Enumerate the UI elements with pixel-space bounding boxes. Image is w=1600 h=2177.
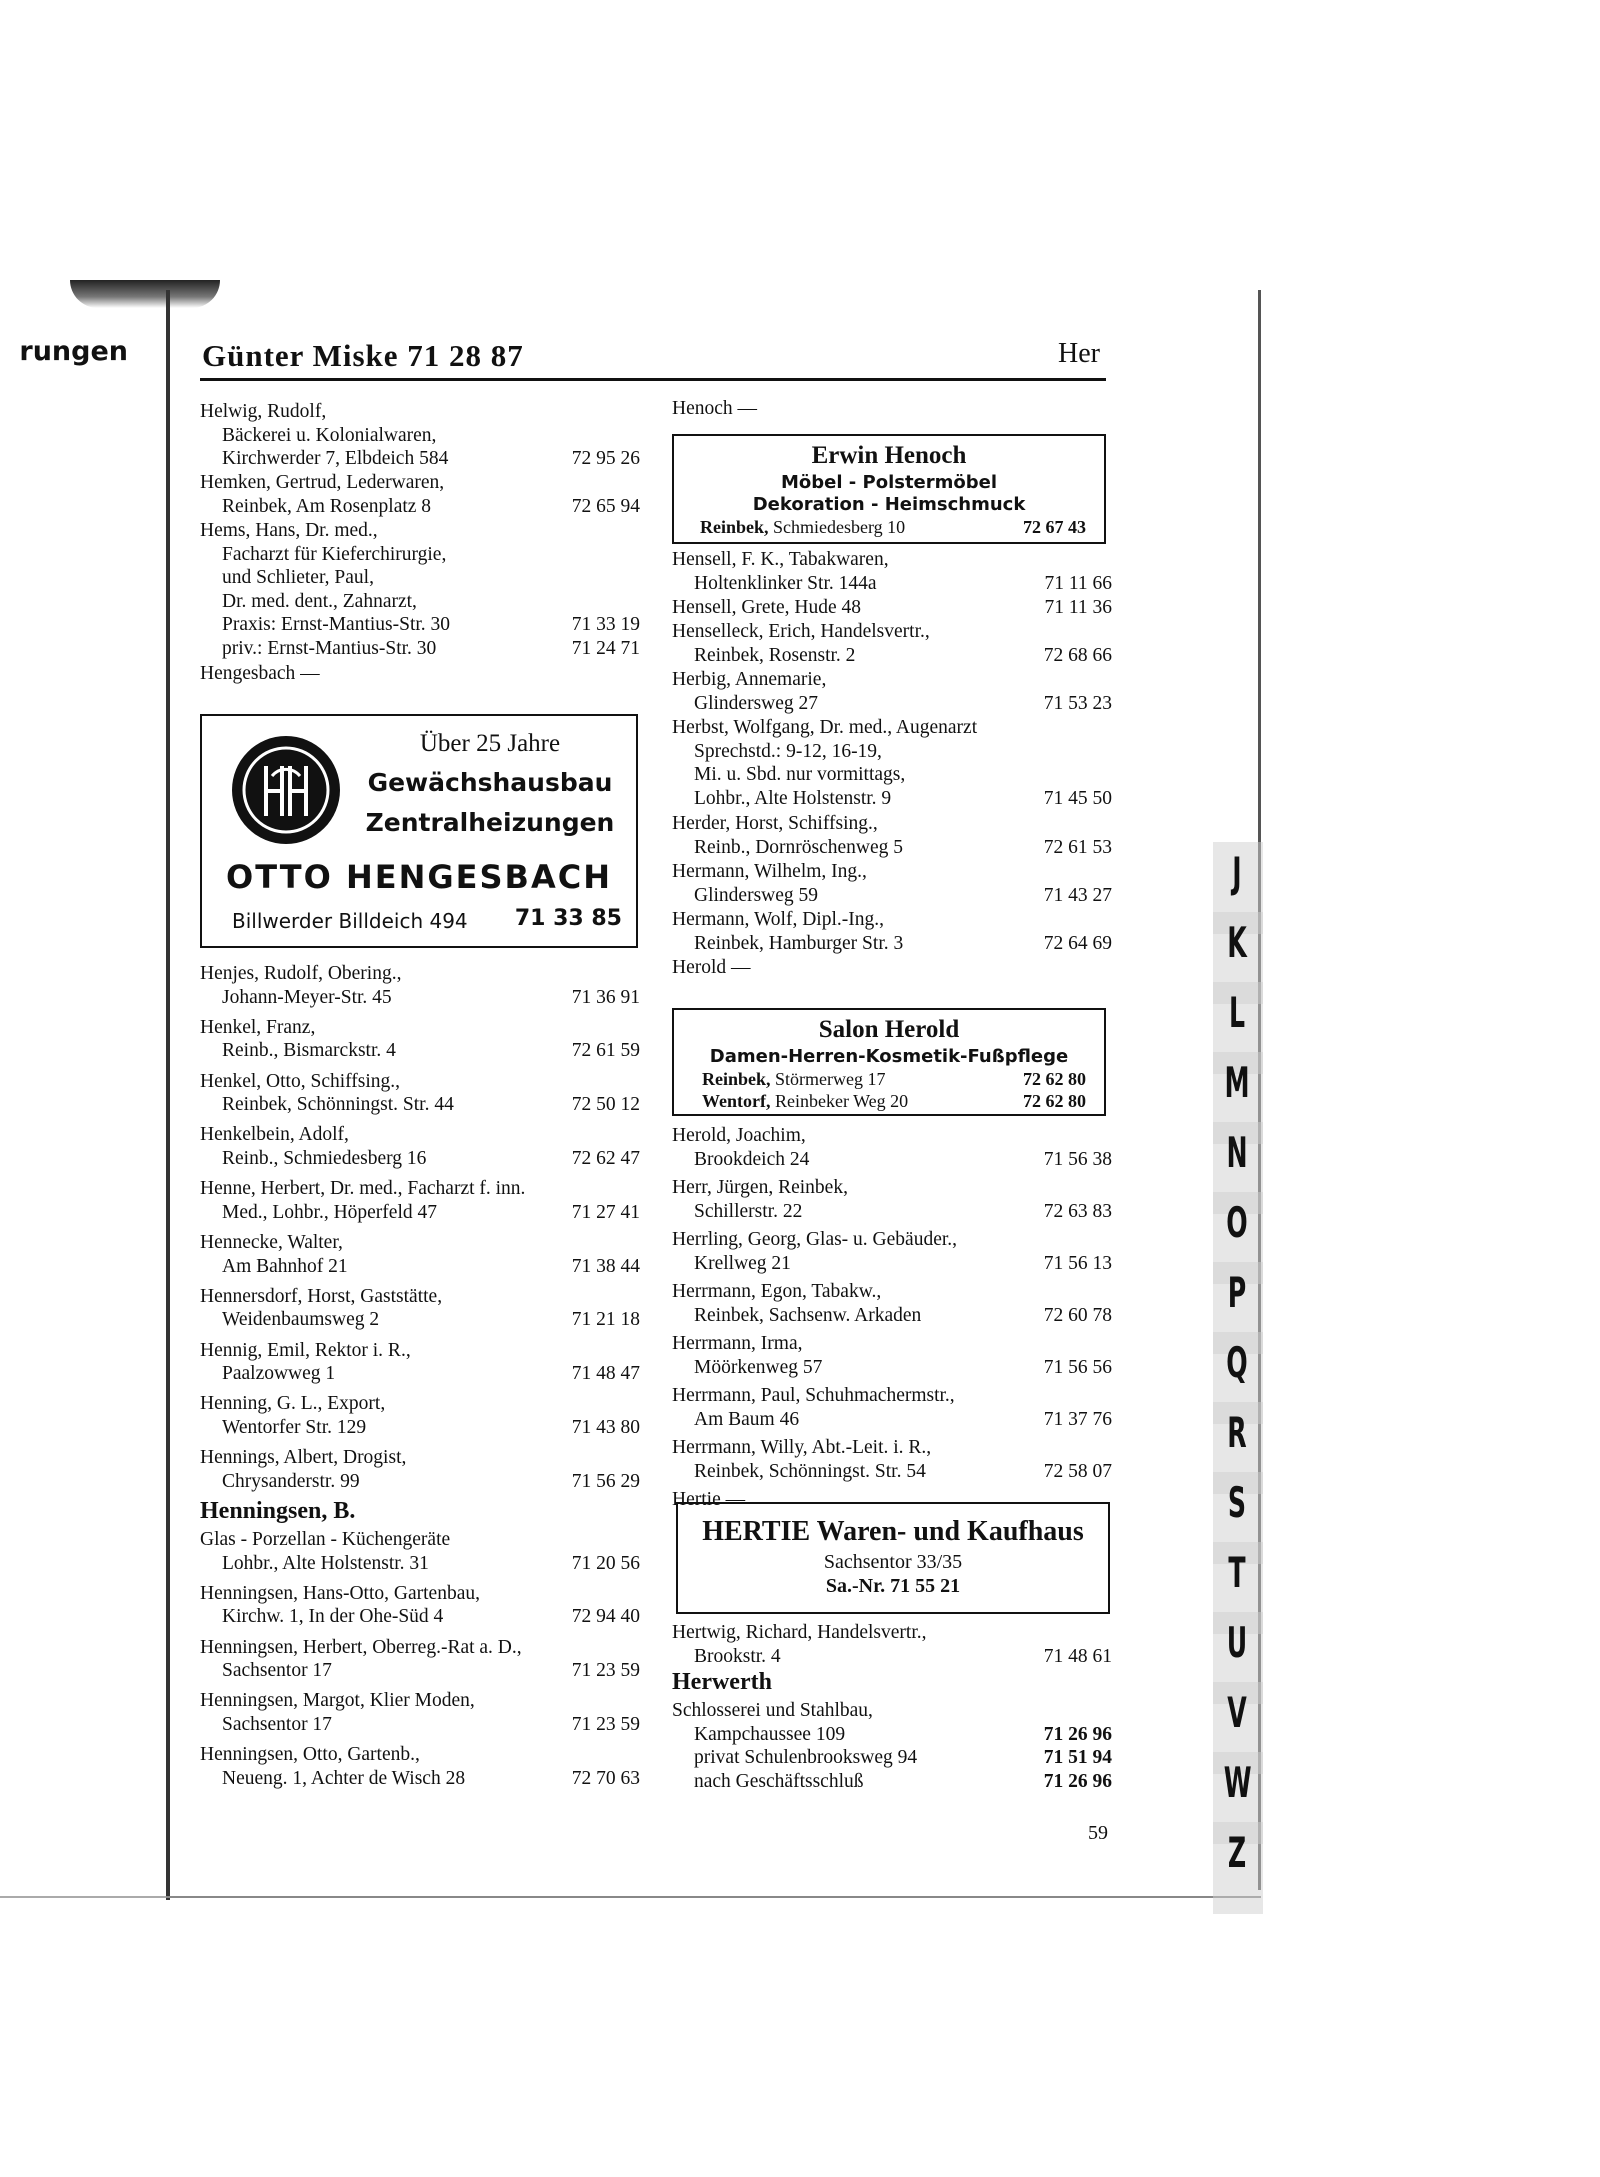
entry-text: Reinbek, Schönningst. Str. 44 (222, 1094, 454, 1116)
entry-phone: 71 56 29 (571, 1470, 640, 1492)
thumb-tab-j[interactable]: J (1232, 848, 1242, 897)
entry-text: Henning, G. L., Export, (200, 1393, 386, 1415)
entry-line (200, 471, 640, 495)
entry-line (200, 566, 640, 590)
directory-entry (200, 1582, 640, 1629)
entry-text: Dr. med. dent., Zahnarzt, (222, 590, 417, 612)
directory-entry (672, 908, 1112, 955)
entry-line (200, 1552, 640, 1576)
entry-line (200, 1713, 640, 1737)
ad-hertie (676, 1502, 1110, 1614)
entry-text: Reinbek, Rosenstr. 2 (694, 644, 856, 666)
entry-text: Johann-Meyer-Str. 45 (222, 986, 392, 1008)
entry-phone: 71 24 71 (571, 637, 640, 659)
gutter-shadow (70, 280, 220, 308)
entry-line (200, 1177, 640, 1201)
directory-entry (672, 812, 1112, 859)
entry-line (672, 1699, 1112, 1723)
entry-line (672, 932, 1112, 956)
directory-entry (672, 1621, 1112, 1668)
entry-text: Med., Lohbr., Höperfeld 47 (222, 1201, 437, 1223)
thumb-index (1205, 842, 1265, 1894)
entry-line (200, 543, 640, 567)
entry-phone: 72 50 12 (571, 1094, 640, 1116)
entry-text: Facharzt für Kieferchirurgie, (222, 543, 447, 565)
entry-line (672, 1356, 1112, 1380)
entry-text: Herold, Joachim, (672, 1125, 806, 1146)
entry-text: nach Geschäftsschluß (694, 1770, 864, 1792)
entry-phone: 72 61 59 (571, 1040, 640, 1062)
directory-entry (200, 1231, 640, 1278)
entry-line (672, 1124, 1112, 1148)
entry-line (672, 787, 1112, 811)
entry-line (672, 620, 1112, 644)
entry-text: Henningsen, Hans-Otto, Gartenbau, (200, 1582, 480, 1604)
entry-line (672, 1645, 1112, 1669)
entry-text: Herbig, Annemarie, (672, 669, 827, 690)
directory-entry (200, 1123, 640, 1170)
ad-herold-row-wentorf (674, 1090, 1104, 1112)
entry-phone: 71 26 96 (1043, 1723, 1112, 1745)
henoch-label: Henoch — (672, 398, 758, 419)
page-header-range: Her (1058, 338, 1100, 369)
directory-entry (200, 1392, 640, 1439)
entry-phone: 71 48 61 (1043, 1645, 1112, 1667)
entry-phone: 72 65 94 (571, 495, 640, 517)
entry-phone: 71 45 50 (1043, 787, 1112, 809)
entry-line (672, 668, 1112, 692)
entry-phone: 71 53 23 (1043, 692, 1112, 714)
entry-text: Henkel, Franz, (200, 1016, 316, 1038)
entry-line (672, 884, 1112, 908)
page-bottom-edge (166, 1896, 1261, 1898)
thumb-tab-q[interactable]: Q (1226, 1338, 1248, 1387)
entry-line (672, 1148, 1112, 1172)
directory-entry (200, 519, 640, 660)
entry-text: Helwig, Rudolf, (200, 401, 327, 422)
ad-henoch (672, 434, 1106, 544)
thumb-tab-v[interactable]: V (1227, 1688, 1247, 1737)
entry-text: Henkel, Otto, Schiffsing., (200, 1070, 401, 1092)
directory-entry (672, 1332, 1112, 1379)
entry-text: Herold — (672, 957, 751, 978)
entry-line (672, 692, 1112, 716)
ad-herold-town-2: Wentorf, (702, 1091, 771, 1111)
entry-phone: 71 23 59 (571, 1713, 640, 1735)
entry-line (672, 1770, 1112, 1794)
directory-entry (200, 1743, 640, 1790)
entry-text: Henningsen, Margot, Klier Moden, (200, 1690, 475, 1712)
entry-text: Sachsentor 17 (222, 1660, 332, 1682)
entry-phone: 72 95 26 (571, 448, 640, 469)
entry-text: Praxis: Ernst-Mantius-Str. 30 (222, 614, 451, 635)
directory-entry (200, 1070, 640, 1117)
entry-line (672, 812, 1112, 836)
entry-text: Krellweg 21 (694, 1252, 791, 1274)
entry-text: Henkelbein, Adolf, (200, 1124, 349, 1146)
entry-line (200, 424, 640, 448)
ad-hertie-address: Sachsentor 33/35 (823, 1551, 963, 1573)
entry-line (200, 400, 640, 424)
directory-entry (672, 1280, 1112, 1327)
ad-herold-street-2: Reinbeker Weg 20 (774, 1091, 909, 1111)
entry-line (200, 1636, 640, 1660)
entry-line (200, 1201, 640, 1225)
directory-entry (200, 1016, 640, 1063)
ad-hengesbach-address: Billwerder Billdeich 494 (232, 909, 468, 933)
entry-phone: 71 33 19 (571, 614, 640, 635)
entry-phone: 71 21 18 (571, 1309, 640, 1331)
directory-entry (672, 1671, 1112, 1793)
entry-line (672, 1332, 1112, 1356)
entry-text: Möörkenweg 57 (694, 1356, 823, 1378)
entry-phone: 72 61 53 (1043, 836, 1112, 858)
directory-entry (672, 1436, 1112, 1483)
ad-henoch-street: Schmiedesberg 10 (773, 517, 906, 537)
entry-text: Henjes, Rudolf, Obering., (200, 963, 402, 984)
ad-hengesbach-service-2: Zentralheizungen (365, 808, 615, 837)
header-rule (200, 378, 1106, 381)
entry-line (200, 1605, 640, 1629)
entry-line (200, 1470, 640, 1494)
entry-line (200, 519, 640, 543)
entry-line (672, 1228, 1112, 1252)
thumb-tab-w[interactable]: W (1223, 1758, 1252, 1807)
entry-line (200, 986, 640, 1010)
ad-herold-row-reinbek (674, 1068, 1104, 1090)
thumb-tab-r[interactable]: R (1227, 1408, 1247, 1457)
entry-phone: 71 48 47 (571, 1363, 640, 1385)
entry-text: Herrling, Georg, Glas- u. Gebäuder., (672, 1229, 958, 1250)
entry-line (672, 956, 1112, 980)
entry-phone: 71 56 56 (1043, 1356, 1112, 1378)
entry-line (200, 962, 640, 986)
entry-text: Reinbek, Schönningst. Str. 54 (694, 1460, 926, 1482)
ad-herold-phone-2: 72 62 80 (1023, 1091, 1086, 1111)
directory-entry (672, 716, 1112, 810)
entry-line (672, 763, 1112, 787)
directory-entry (200, 1177, 640, 1224)
gutter-line (166, 290, 170, 1900)
entry-text: Hensell, Grete, Hude 48 (672, 597, 861, 618)
entry-text: Herbst, Wolfgang, Dr. med., Augenarzt (672, 717, 978, 738)
entry-line (200, 1767, 640, 1791)
entry-text: Hennig, Emil, Rektor i. R., (200, 1339, 411, 1361)
entry-line (200, 637, 640, 661)
entry-phone: 72 70 63 (571, 1767, 640, 1789)
entry-text: Hermann, Wolf, Dipl.-Ing., (672, 909, 884, 930)
entry-line (672, 1384, 1112, 1408)
entry-line (200, 1689, 640, 1713)
entry-phone: 71 37 76 (1043, 1408, 1112, 1430)
entry-text: Schlosserei und Stahlbau, (672, 1700, 873, 1721)
thumb-tab-m[interactable]: M (1224, 1058, 1250, 1107)
entry-text: Hems, Hans, Dr. med., (200, 520, 378, 541)
entry-text: Brookdeich 24 (694, 1148, 810, 1170)
entry-text: Hennings, Albert, Drogist, (200, 1447, 407, 1469)
entry-line (200, 1582, 640, 1606)
page-number: 59 (1088, 1822, 1108, 1844)
hengesbach-logo (232, 736, 340, 844)
ad-hertie-phone: Sa.-Nr. 71 55 21 (825, 1575, 961, 1597)
entry-text: privat Schulenbrooksweg 94 (694, 1747, 918, 1768)
ad-herold-town-1: Reinbek, (702, 1069, 771, 1089)
entry-phone: 71 23 59 (571, 1660, 640, 1682)
entry-text: Mi. u. Sbd. nur vormittags, (694, 764, 906, 785)
entry-phone: 72 64 69 (1043, 932, 1112, 954)
directory-entry (200, 1285, 640, 1332)
entry-text: Chrysanderstr. 99 (222, 1470, 360, 1492)
entry-text: Reinbek, Sachsenw. Arkaden (694, 1304, 922, 1326)
entry-text: Reinbek, Hamburger Str. 3 (694, 932, 904, 954)
entry-line (672, 1280, 1112, 1304)
entry-text: Lohbr., Alte Holstenstr. 9 (694, 787, 892, 809)
entry-text: Herrmann, Paul, Schuhmachermstr., (672, 1385, 955, 1406)
entry-line (200, 1416, 640, 1440)
entry-line (672, 1176, 1112, 1200)
entry-text: Schillerstr. 22 (694, 1200, 803, 1222)
entry-text: Hensell, F. K., Tabakwaren, (672, 549, 889, 570)
entry-line (672, 1408, 1112, 1432)
thumb-tab-n[interactable]: N (1226, 1128, 1248, 1177)
entry-phone: 71 20 56 (571, 1552, 640, 1574)
entry-text: Henningsen, Herbert, Oberreg.-Rat a. D., (200, 1636, 522, 1658)
entry-line (200, 447, 640, 471)
entry-text: Herr, Jürgen, Reinbek, (672, 1177, 848, 1198)
entry-text: Sachsentor 17 (222, 1713, 332, 1735)
thumb-tab-u[interactable]: U (1226, 1618, 1248, 1667)
entry-line (200, 1039, 640, 1063)
entry-text: Kirchwerder 7, Elbdeich 584 (222, 448, 449, 469)
entry-text: Hermann, Wilhelm, Ing., (672, 861, 867, 882)
thumb-tab-k[interactable]: K (1227, 918, 1247, 967)
entry-text: Reinb., Bismarckstr. 4 (222, 1040, 396, 1062)
ad-herold (672, 1008, 1106, 1116)
ad-hengesbach-years: Über 25 Jahre (419, 730, 561, 757)
entry-text: Am Baum 46 (694, 1408, 800, 1430)
entry-text: Henningsen, Otto, Gartenb., (200, 1744, 420, 1766)
entry-line (672, 1746, 1112, 1770)
ad-hengesbach (200, 714, 638, 948)
thumb-tab-t[interactable]: T (1228, 1548, 1246, 1597)
entry-text: Herrmann, Willy, Abt.-Leit. i. R., (672, 1437, 932, 1458)
entry-phone: 72 68 66 (1043, 644, 1112, 666)
ad-hengesbach-service-1: Gewächshausbau (367, 768, 613, 797)
entry-text: Hengesbach — (200, 662, 320, 684)
entry-text: Hertie — (672, 1489, 746, 1510)
ad-herold-street-1: Störmerweg 17 (775, 1069, 886, 1089)
directory-entry (200, 962, 640, 1009)
entry-text: Am Bahnhof 21 (222, 1255, 348, 1277)
ad-herold-phone-1: 72 62 80 (1023, 1069, 1086, 1089)
entry-line (200, 613, 640, 637)
entry-text: Hennecke, Walter, (200, 1232, 343, 1253)
directory-entry (200, 1339, 640, 1386)
entry-text: Neueng. 1, Achter de Wisch 28 (222, 1767, 466, 1789)
thumb-tab-p[interactable]: P (1227, 1268, 1247, 1317)
directory-entry (200, 1500, 640, 1575)
entry-heading: Herwerth (672, 1669, 772, 1695)
entry-line (672, 1252, 1112, 1276)
ad-herold-services: Damen-Herren-Kosmetik-Fußpflege (709, 1046, 1069, 1067)
entry-line (200, 1285, 640, 1309)
entry-line (672, 740, 1112, 764)
entry-text: priv.: Ernst-Mantius-Str. 30 (222, 637, 437, 659)
entry-line (672, 1723, 1112, 1747)
directory-entry (672, 1176, 1112, 1223)
entry-text: Lohbr., Alte Holstenstr. 31 (222, 1552, 429, 1574)
directory-entry (200, 1636, 640, 1683)
entry-phone: 71 56 13 (1043, 1252, 1112, 1274)
ad-hertie-name: HERTIE Waren- und Kaufhaus (702, 1516, 1084, 1547)
entry-text: Reinb., Schmiedesberg 16 (222, 1147, 427, 1169)
entry-phone: 72 94 40 (571, 1606, 640, 1628)
entry-text: Hennersdorf, Horst, Gaststätte, (200, 1285, 443, 1307)
entry-line (672, 1200, 1112, 1224)
entry-text: Herder, Horst, Schiffsing., (672, 813, 878, 834)
entry-line (672, 644, 1112, 668)
entry-line (200, 1255, 640, 1279)
directory-entry (672, 620, 1112, 667)
ad-henoch-line2: Möbel - Polstermöbel (780, 472, 998, 493)
entry-line (200, 1339, 640, 1363)
entry-phone: 71 43 27 (1043, 884, 1112, 906)
entry-phone: 72 63 83 (1043, 1200, 1112, 1222)
ad-henoch-name: Erwin Henoch (811, 442, 967, 469)
entry-text: Hemken, Gertrud, Lederwaren, (200, 472, 445, 494)
entry-line (200, 1743, 640, 1767)
entry-line (200, 1392, 640, 1416)
entry-phone: 71 27 41 (571, 1201, 640, 1223)
entry-line (672, 1621, 1112, 1645)
entry-line (200, 662, 640, 686)
ad-herold-name: Salon Herold (818, 1016, 960, 1043)
entry-text: Reinb., Dornröschenweg 5 (694, 836, 904, 858)
entry-phone: 71 11 66 (1044, 572, 1112, 594)
entry-text: Reinbek, Am Rosenplatz 8 (222, 495, 432, 517)
entry-text: Paalzowweg 1 (222, 1363, 336, 1385)
entry-line (672, 1460, 1112, 1484)
directory-entry (672, 956, 1112, 980)
entry-line (200, 1016, 640, 1040)
entry-line (672, 908, 1112, 932)
entry-line (200, 1659, 640, 1683)
directory-entry (200, 1689, 640, 1736)
entry-line (672, 572, 1112, 596)
entry-text: Kirchw. 1, In der Ohe-Süd 4 (222, 1606, 444, 1628)
entry-line (200, 1147, 640, 1171)
thumb-tab-l[interactable]: L (1228, 988, 1246, 1037)
entry-phone: 71 51 94 (1043, 1747, 1112, 1768)
prev-page-title: rungen (19, 336, 128, 367)
thumb-tab-o[interactable]: O (1226, 1198, 1248, 1247)
entry-phone: 71 38 44 (571, 1255, 640, 1277)
entry-line (200, 1528, 640, 1552)
entry-line (200, 1308, 640, 1332)
entry-line (200, 1362, 640, 1386)
entry-heading: Henningsen, B. (200, 1498, 356, 1524)
ad-henoch-phone: 72 67 43 (1023, 517, 1086, 537)
entry-text: und Schlieter, Paul, (222, 567, 374, 588)
entry-text: Kampchaussee 109 (694, 1723, 846, 1745)
entry-phone: 71 56 38 (1043, 1148, 1112, 1170)
entry-text: Henne, Herbert, Dr. med., Facharzt f. inn. (200, 1178, 526, 1200)
entry-text: Glas - Porzellan - Küchengeräte (200, 1529, 451, 1550)
entry-text: Brookstr. 4 (694, 1645, 781, 1667)
ad-hengesbach-name: OTTO HENGESBACH (226, 858, 612, 896)
entry-phone: 71 36 91 (571, 986, 640, 1008)
entry-text: Henselleck, Erich, Handelsvertr., (672, 621, 930, 642)
directory-entry (672, 1124, 1112, 1171)
directory-entry (200, 662, 640, 686)
directory-entry (672, 860, 1112, 907)
entry-line (672, 1436, 1112, 1460)
directory-entry (672, 596, 1112, 620)
entry-line (200, 1446, 640, 1470)
ad-hengesbach-phone: 71 33 85 (514, 906, 622, 931)
ad-henoch-line3: Dekoration - Heimschmuck (752, 494, 1026, 515)
entry-phone: 72 60 78 (1043, 1304, 1112, 1326)
entry-text: Wentorfer Str. 129 (222, 1416, 367, 1438)
thumb-tab-z[interactable]: Z (1227, 1828, 1247, 1877)
entry-phone: 72 62 47 (571, 1147, 640, 1169)
entry-text: Herrmann, Egon, Tabakw., (672, 1281, 882, 1302)
directory-entry (200, 1446, 640, 1493)
directory-entry (672, 548, 1112, 595)
entry-text: Hertwig, Richard, Handelsvertr., (672, 1622, 927, 1643)
page-bottom-edge-left (0, 1896, 166, 1898)
directory-entry (672, 1384, 1112, 1431)
entry-text: Glindersweg 59 (694, 884, 819, 906)
entry-line (672, 860, 1112, 884)
entry-line (672, 548, 1112, 572)
thumb-tab-s[interactable]: S (1227, 1478, 1247, 1527)
entry-text: Holtenklinker Str. 144a (694, 572, 877, 594)
entry-phone: 71 26 96 (1043, 1770, 1112, 1792)
ad-henoch-address (674, 516, 1104, 538)
entry-text: Weidenbaumsweg 2 (222, 1309, 380, 1331)
entry-line (672, 596, 1112, 620)
entry-line (672, 1304, 1112, 1328)
entry-line (200, 495, 640, 519)
directory-entry (200, 400, 640, 471)
directory-entry (672, 668, 1112, 715)
ad-henoch-town: Reinbek, (700, 517, 769, 537)
entry-phone: 71 43 80 (571, 1416, 640, 1438)
directory-entry (672, 1228, 1112, 1275)
entry-line (200, 590, 640, 614)
entry-phone: 71 11 36 (1044, 597, 1112, 618)
entry-line (200, 1231, 640, 1255)
entry-text: Sprechstd.: 9-12, 16-19, (694, 740, 882, 762)
entry-text: Bäckerei u. Kolonialwaren, (222, 424, 437, 446)
entry-text: Herrmann, Irma, (672, 1333, 803, 1354)
entry-text: Glindersweg 27 (694, 692, 819, 714)
entry-line (200, 1070, 640, 1094)
directory-entry (200, 471, 640, 518)
page-header-advert: Günter Miske 71 28 87 (202, 338, 524, 373)
entry-line (672, 716, 1112, 740)
entry-line (200, 1123, 640, 1147)
entry-phone: 72 58 07 (1043, 1460, 1112, 1482)
entry-line (200, 1093, 640, 1117)
entry-line (672, 836, 1112, 860)
